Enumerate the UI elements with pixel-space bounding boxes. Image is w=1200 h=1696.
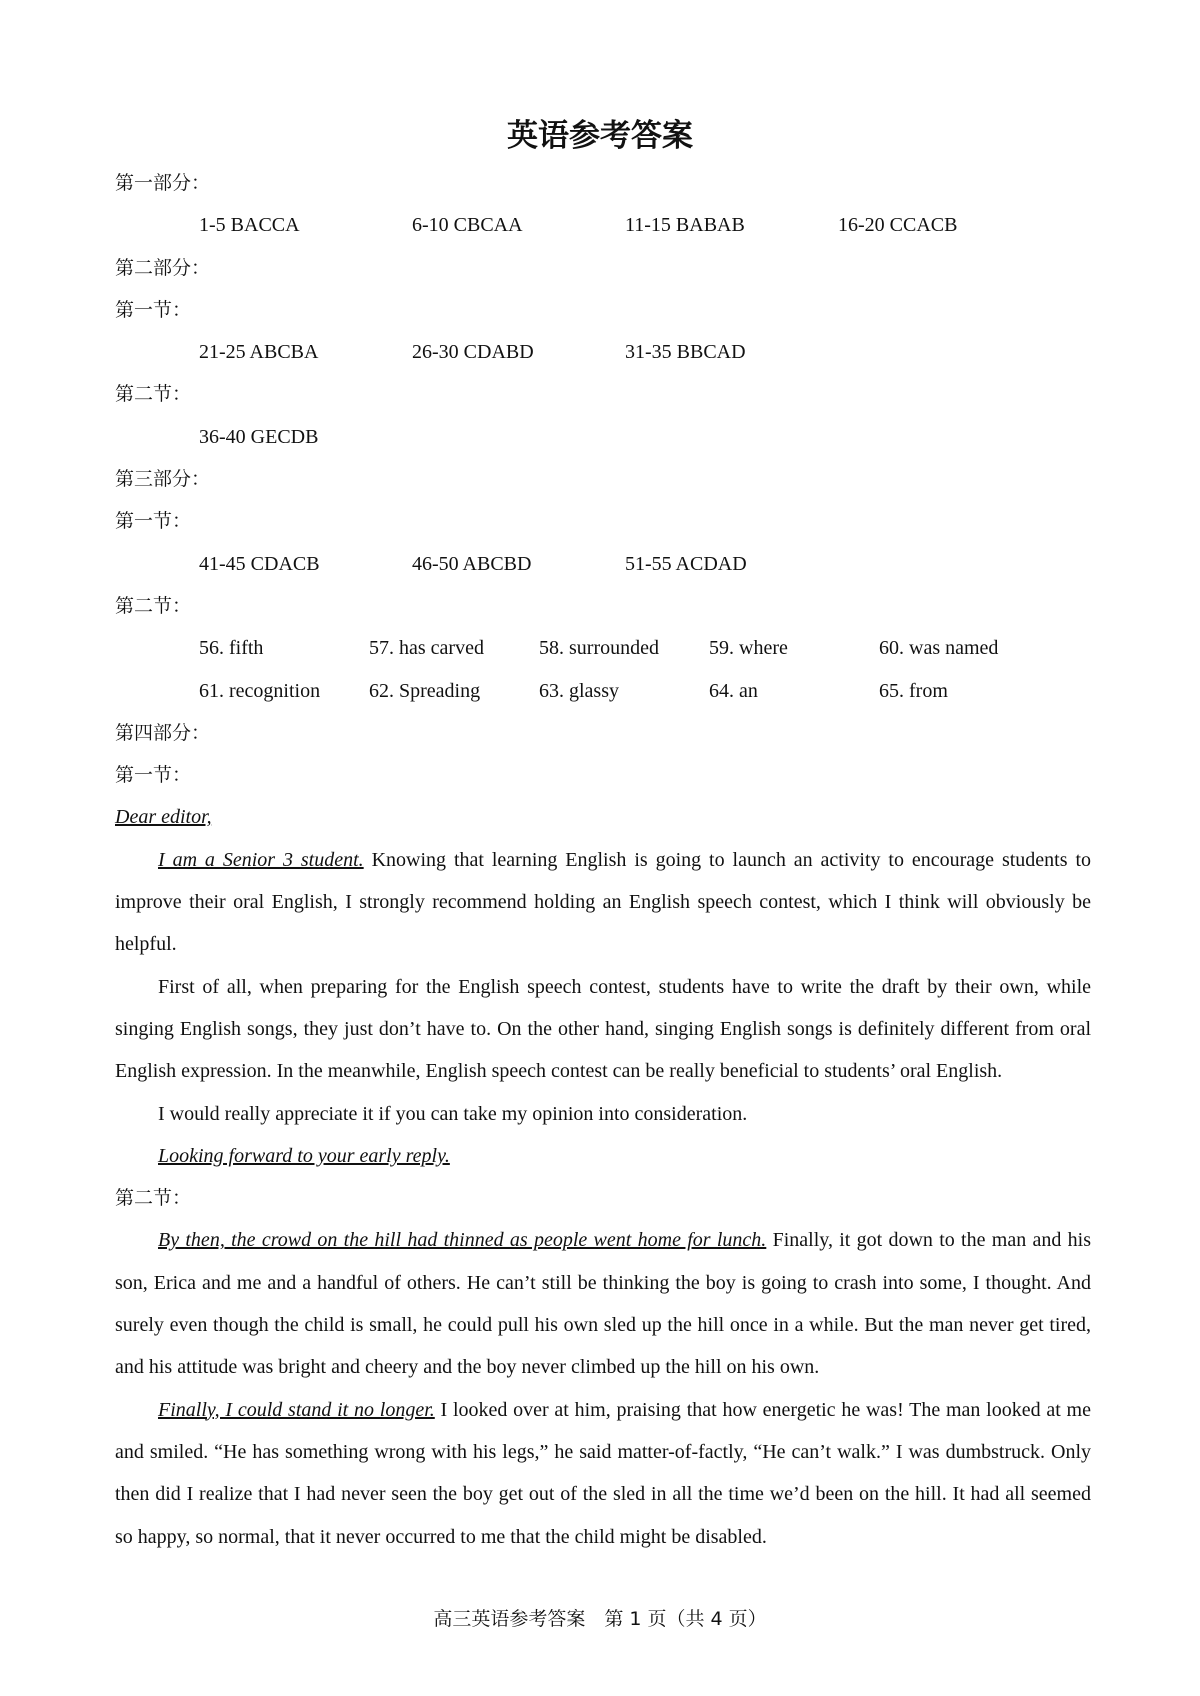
story-paragraph [115, 1389, 1091, 1558]
page-footer: 高三英语参考答案 第 1 页（共 4 页） [433, 1608, 767, 1630]
part2-section1-answers [115, 331, 1091, 373]
fill-answer: 61. recognition [199, 679, 321, 702]
part3-section2-heading: 第二节： [115, 594, 192, 617]
letter-closing: Looking forward to your early reply. [158, 1144, 450, 1167]
part3-section1-answers [115, 543, 1091, 585]
fill-answer: 58. surrounded [539, 637, 659, 660]
part2-heading: 第二部分： [115, 256, 211, 279]
part1-heading: 第一部分： [115, 172, 211, 194]
given-sentence: I am a Senior 3 student. [158, 848, 364, 871]
part4-heading: 第四部分： [115, 721, 211, 744]
letter-paragraph [115, 839, 1091, 966]
given-sentence: Finally, I could stand it no longer. [158, 1398, 435, 1421]
fill-in-answers-row2 [115, 670, 1091, 712]
fill-answer: 63. glassy [539, 679, 619, 702]
part2-section1-heading: 第一节： [115, 298, 192, 321]
answer-group: 6-10 CBCAA [412, 214, 523, 237]
fill-in-answers-row1 [115, 627, 1091, 669]
answer-group: 11-15 BABAB [625, 214, 745, 237]
letter-paragraph: First of all, when preparing for the English speech contest, students have to write the draft by their own, while singing English songs, they just don’t have to. On the other hand, singing English songs is definitely different from oral English expression. In the meanwhile, English speech contest can be really beneficial to students’ oral English. [115, 975, 1091, 1083]
answer-group: 41-45 CDACB [199, 552, 320, 575]
page-title: 英语参考答案 [507, 118, 693, 154]
fill-answer: 57. has carved [369, 637, 484, 660]
fill-answer: 64. an [709, 679, 758, 702]
paragraph-text: Knowing that learning English is going to launch an activity to encourage students to improve their oral English, I strongly recommend holding an English speech contest, which I think will obviously be helpful. [115, 848, 1091, 956]
part3-section1-heading: 第一节： [115, 510, 192, 533]
part2-section2-heading: 第二节： [115, 383, 192, 406]
story-paragraph [115, 1219, 1091, 1388]
answer-content [115, 162, 1091, 1558]
part3-heading: 第三部分： [115, 468, 211, 491]
part1-answers [115, 204, 1091, 246]
part4-section1-heading: 第一节： [115, 764, 192, 787]
answer-group: 51-55 ACDAD [625, 552, 747, 575]
letter-paragraph: I would really appreciate it if you can take my opinion into consideration. [158, 1102, 748, 1125]
fill-answer: 56. fifth [199, 637, 264, 660]
continuation-writing [115, 1219, 1091, 1557]
sample-letter [115, 796, 1091, 1177]
fill-answer: 65. from [879, 679, 948, 702]
given-sentence: By then, the crowd on the hill had thinned as people went home for lunch. [158, 1229, 767, 1252]
fill-answer: 62. Spreading [369, 679, 481, 702]
answer-group: 36-40 GECDB [199, 425, 319, 448]
fill-answer: 60. was named [879, 637, 999, 660]
part2-section2-answers [115, 416, 1091, 458]
answer-group: 1-5 BACCA [199, 214, 300, 237]
letter-salutation: Dear editor, [115, 806, 212, 829]
part4-section2-heading: 第二节： [115, 1187, 192, 1210]
answer-group: 21-25 ABCBA [199, 341, 319, 364]
answer-group: 31-35 BBCAD [625, 341, 746, 364]
answer-group: 26-30 CDABD [412, 341, 534, 364]
answer-group: 16-20 CCACB [838, 214, 958, 237]
fill-answer: 59. where [709, 637, 788, 660]
paragraph-text: Finally, it got down to the man and his son, Erica and me and a handful of others. He can’t still be thinking the boy is going to crash into some, I thought. And surely even though the child is small, he could pull his own sled up the hill once in a while. But the man never get tired, and his attitude was bright and cheery and the boy never climbed up the hill on his own. [115, 1229, 1092, 1379]
answer-group: 46-50 ABCBD [412, 552, 532, 575]
paragraph-text: I looked over at him, praising that how energetic he was! The man looked at me and smiled. “He has something wrong with his legs,” he said matter-of-factly, “He can’t walk.” I was dumbstruck. Only then did I realize that I had never seen the boy get out of the sled in all the time we’d been on the hill. It had all seemed so happy, so normal, that it never occurred to me that the child might be disabled. [115, 1398, 1091, 1548]
